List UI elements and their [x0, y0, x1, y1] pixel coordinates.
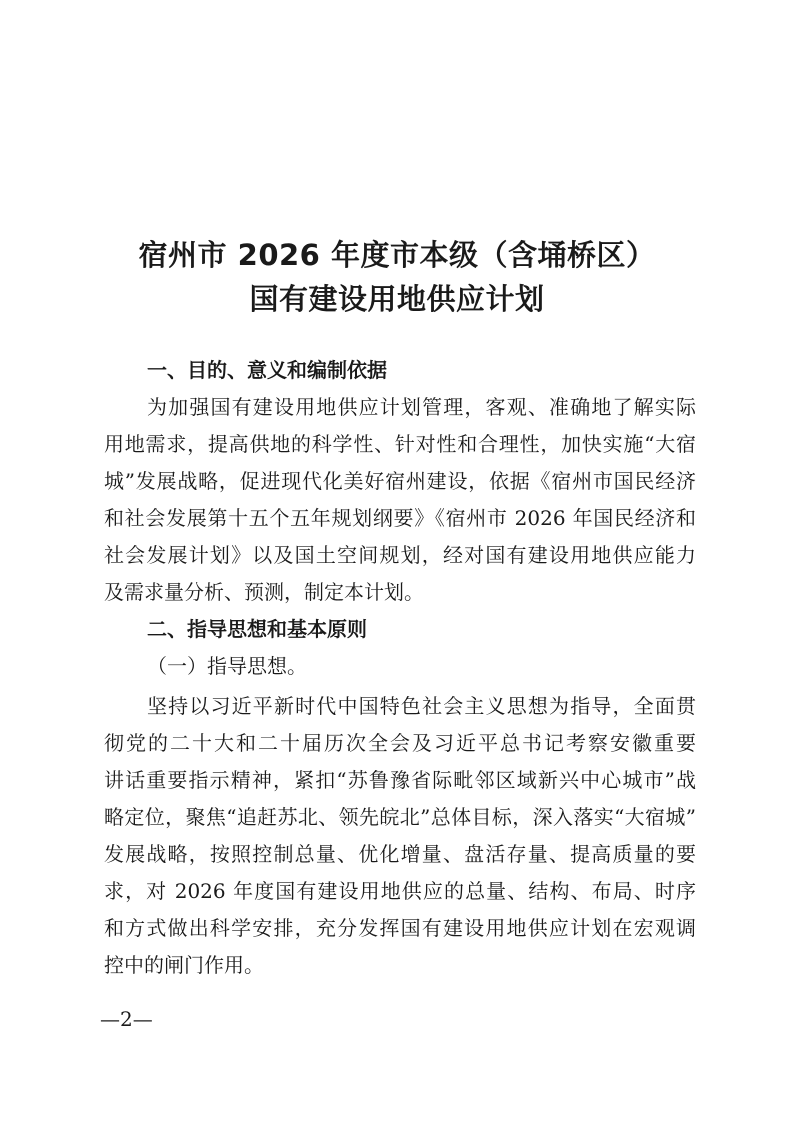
paragraph-line: 为加强国有建设用地供应计划管理，客观、准确地了解实际 [147, 395, 696, 419]
paragraph-line: 坚持以习近平新时代中国特色社会主义思想为指导，全面贯 [147, 694, 696, 718]
paragraph-line: 讲话重要指示精神，紧扣“苏鲁豫省际毗邻区域新兴中心城市”战 [104, 768, 696, 792]
paragraph-line: 及需求量分析、预测，制定本计划。 [104, 580, 424, 604]
section-paragraph-purpose [104, 389, 696, 611]
page-number: —2— [100, 1007, 153, 1031]
paragraph-line: 和社会发展第十五个五年规划纲要》《宿州市 2026 年国民经济和 [104, 506, 696, 530]
paragraph-line: 社会发展计划》以及国土空间规划，经对国有建设用地供应能力 [104, 543, 696, 567]
paragraph-line: 彻党的二十大和二十届历次全会及习近平总书记考察安徽重要 [104, 731, 696, 755]
paragraph-line: 略定位，聚焦“追赶苏北、领先皖北”总体目标，深入落实“大宿城” [104, 805, 696, 829]
document-title-line-1: 宿州市 2026 年度市本级（含埇桥区） [138, 238, 656, 272]
document-body [104, 352, 696, 984]
paragraph-line: 用地需求，提高供地的科学性、针对性和合理性，加快实施“大宿 [104, 432, 696, 456]
paragraph-line: 求，对 2026 年度国有建设用地供应的总量、结构、布局、时序 [104, 879, 696, 903]
section-paragraph-guiding-ideology [104, 688, 696, 984]
document-title-line-2: 国有建设用地供应计划 [249, 282, 545, 316]
subsection-heading-guiding-ideology: （一）指导思想。 [147, 654, 307, 678]
section-heading-guiding-principles: 二、指导思想和基本原则 [147, 617, 367, 641]
paragraph-line: 和方式做出科学安排，充分发挥国有建设用地供应计划在宏观调 [104, 916, 696, 940]
paragraph-line: 发展战略，按照控制总量、优化增量、盘活存量、提高质量的要 [104, 842, 696, 866]
paragraph-line: 控中的闸门作用。 [104, 953, 264, 977]
section-heading-purpose: 一、目的、意义和编制依据 [147, 358, 387, 382]
paragraph-line: 城”发展战略，促进现代化美好宿州建设，依据《宿州市国民经济 [104, 469, 696, 493]
